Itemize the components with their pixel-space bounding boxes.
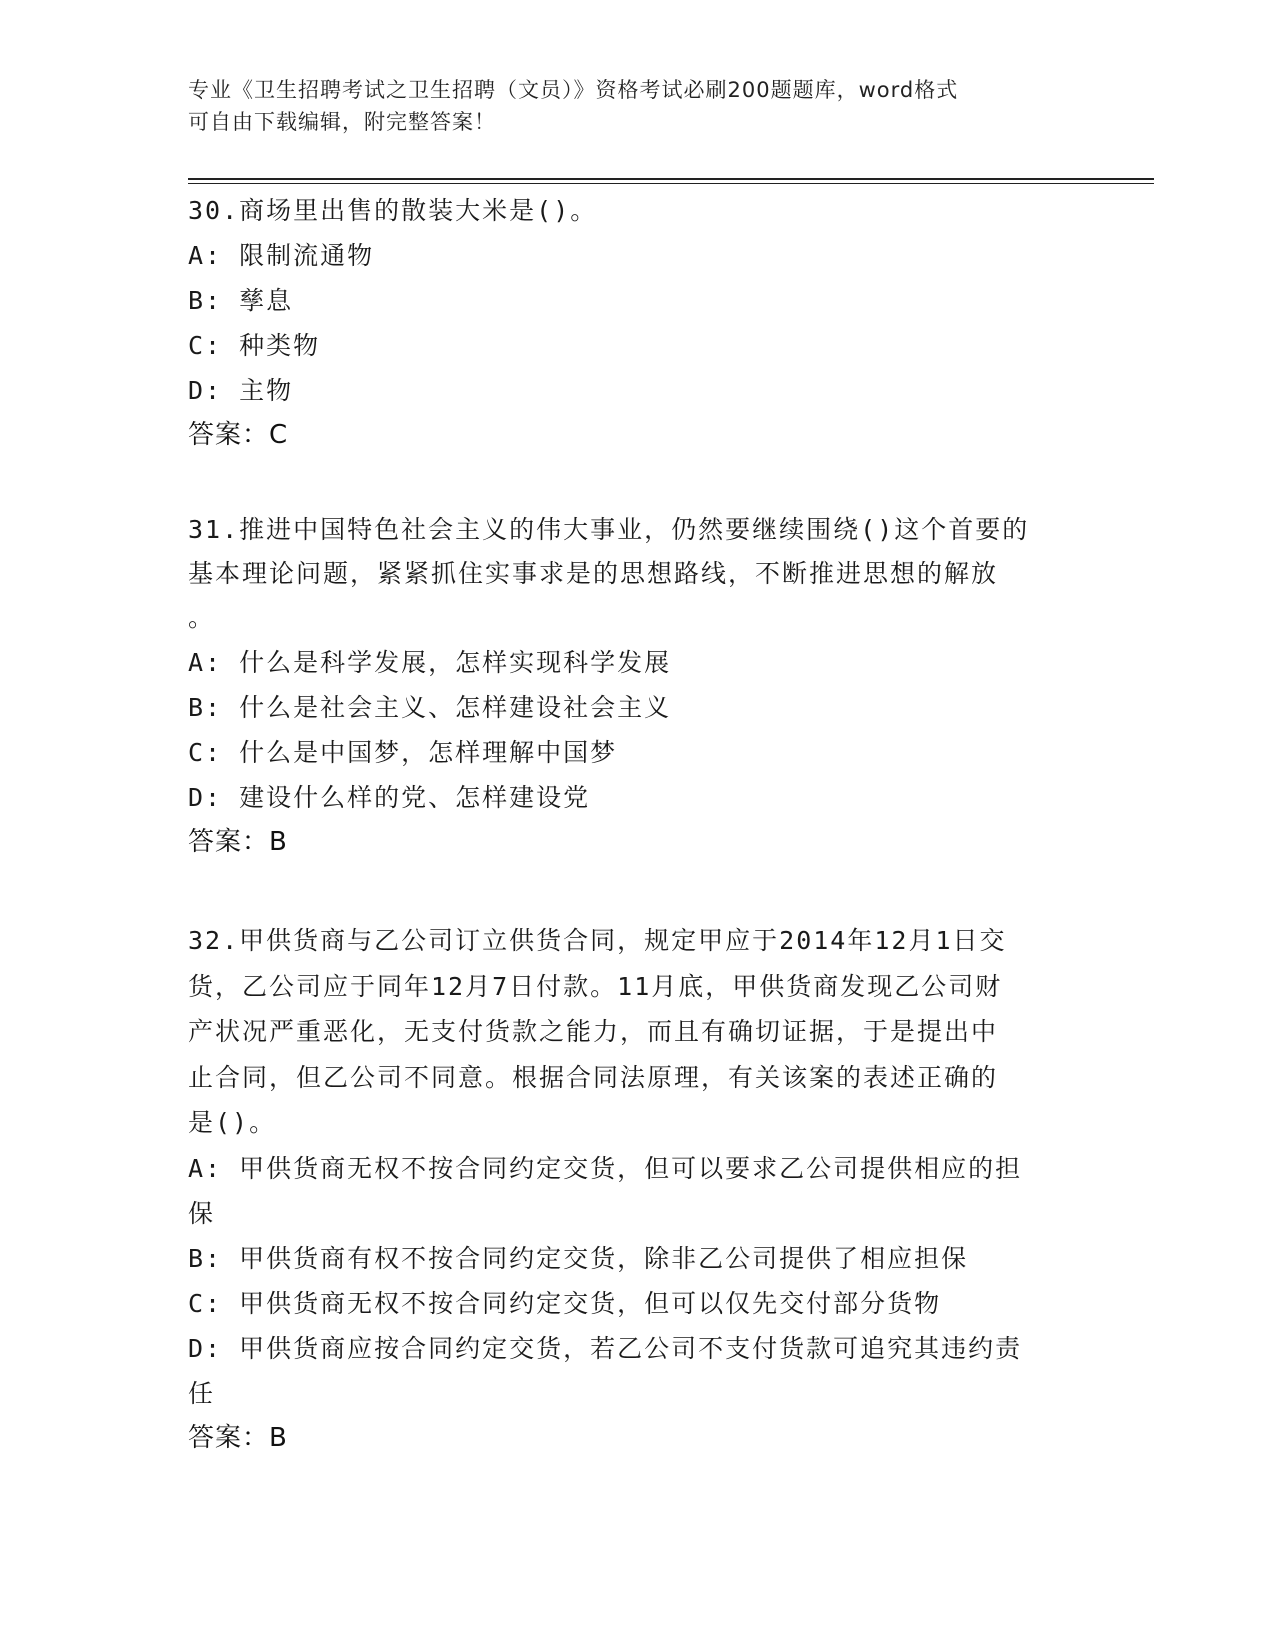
- question-stem-line: 产状况严重恶化，无支付货款之能力，而且有确切证据，于是提出中: [188, 1017, 999, 1046]
- option-c: C: 甲供货商无权不按合同约定交货，但可以仅先交付部分货物: [188, 1288, 942, 1318]
- answer-label: 答案：C: [188, 420, 289, 450]
- question-stem-line: 32.甲供货商与乙公司订立供货合同，规定甲应于2014年12月1日交: [188, 926, 1007, 955]
- question-31: [188, 508, 1088, 865]
- question-32: [188, 918, 1088, 1461]
- option-a: A: 限制流通物: [188, 241, 375, 270]
- question-stem-line: 。: [188, 603, 216, 632]
- option-a-line-1: A: 甲供货商无权不按合同约定交货，但可以要求乙公司提供相应的担: [188, 1153, 1023, 1183]
- answer-label: 答案：B: [188, 827, 288, 857]
- question-stem-line: 基本理论问题，紧紧抓住实事求是的思想路线，不断推进思想的解放: [188, 559, 999, 588]
- header-line-1: 专业《卫生招聘考试之卫生招聘（文员）》资格考试必刷200题题库，word格式: [188, 78, 959, 102]
- option-c: C: 什么是中国梦，怎样理解中国梦: [188, 738, 618, 767]
- option-b: B: 孳息: [188, 286, 294, 315]
- option-b: B: 什么是社会主义、怎样建设社会主义: [188, 693, 672, 722]
- question-stem-line: 止合同，但乙公司不同意。根据合同法原理，有关该案的表述正确的: [188, 1062, 999, 1092]
- option-b: B: 甲供货商有权不按合同约定交货，除非乙公司提供了相应担保: [188, 1243, 969, 1273]
- header-divider-thin: [188, 183, 1154, 184]
- question-stem: 30.商场里出售的散装大米是()。: [188, 196, 598, 225]
- option-a: A: 什么是科学发展，怎样实现科学发展: [188, 648, 672, 677]
- question-stem-line: 31.推进中国特色社会主义的伟大事业，仍然要继续围绕()这个首要的: [188, 515, 1030, 544]
- option-a-line-2: 保: [188, 1198, 216, 1228]
- document-header: [188, 74, 1068, 138]
- option-d-line-2: 任: [188, 1378, 216, 1408]
- question-stem-line: 货，乙公司应于同年12月7日付款。11月底，甲供货商发现乙公司财: [188, 971, 1003, 1001]
- header-line-2: 可自由下载编辑，附完整答案！: [188, 110, 496, 134]
- option-c: C: 种类物: [188, 331, 321, 360]
- option-d: D: 建设什么样的党、怎样建设党: [188, 783, 591, 812]
- question-30: [188, 188, 1088, 458]
- option-d: D: 主物: [188, 376, 294, 405]
- header-divider-thick: [188, 178, 1154, 180]
- answer-label: 答案：B: [188, 1422, 288, 1453]
- question-stem-line: 是()。: [188, 1108, 277, 1137]
- option-d-line-1: D: 甲供货商应按合同约定交货，若乙公司不支付货款可追究其违约责: [188, 1333, 1023, 1363]
